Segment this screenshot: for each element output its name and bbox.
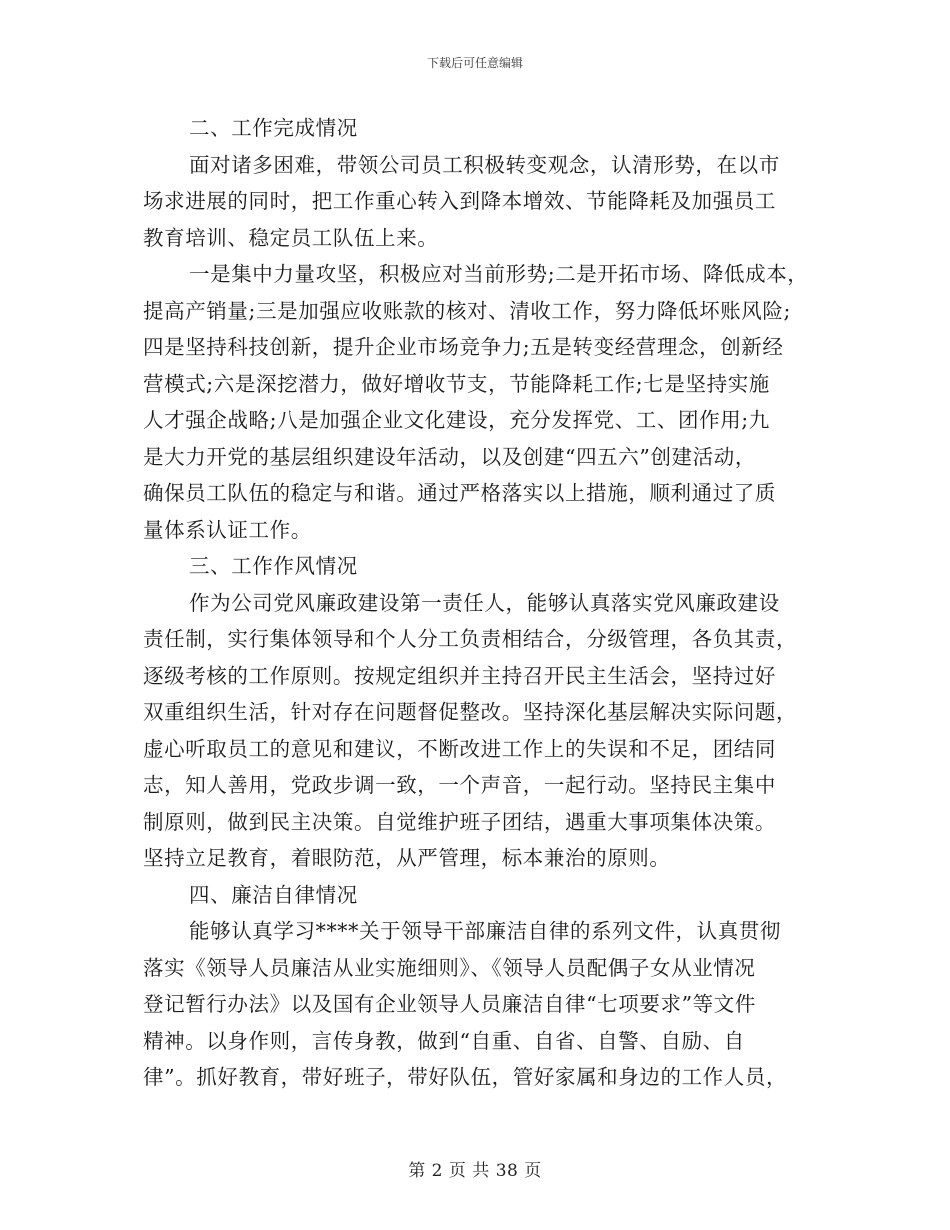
- text-line: 营模式;六是深挖潜力，做好增收节支，节能降耗工作;七是坚持实施: [143, 371, 770, 396]
- text-line: 逐级考核的工作原则。按规定组织并主持召开民主生活会，坚持过好: [143, 663, 776, 688]
- text-line: 精神。以身作则，言传身教，做到“自重、自省、自警、自励、自: [143, 1028, 745, 1053]
- text-line: 作为公司党风廉政建设第一责任人，能够认真落实党风廉政建设: [189, 590, 780, 615]
- text-line: 量体系认证工作。: [143, 517, 312, 542]
- text-line: 提高产销量;三是加强应收账款的核对、清收工作，努力降低坏账风险;: [143, 298, 792, 323]
- text-line: 四、廉洁自律情况: [189, 882, 358, 907]
- text-line: 责任制，实行集体领导和个人分工负责相结合，分级管理，各负其责，: [143, 627, 798, 651]
- text-line: 是大力开党的基层组织建设年活动，以及创建“四五六”创建活动，: [143, 444, 756, 469]
- text-line: 落实《领导人员廉洁从业实施细则》、《领导人员配偶子女从业情况: [143, 955, 756, 980]
- page-header: 下载后可任意编辑: [426, 56, 523, 70]
- text-line: 能够认真学习****关于领导干部廉洁自律的系列文件，认真贯彻: [189, 919, 781, 943]
- text-line: 双重组织生活，针对存在问题督促整改。坚持深化基层解决实际问题，: [143, 700, 798, 724]
- text-line: 四是坚持科技创新，提升企业市场竞争力;五是转变经营理念，创新经: [143, 335, 784, 359]
- text-line: 制原则，做到民主决策。自觉维护班子团结，遇重大事项集体决策。: [143, 809, 776, 834]
- text-line: 志，知人善用，党政步调一致，一个声音，一起行动。坚持民主集中: [143, 773, 776, 797]
- text-line: 面对诸多困难，带领公司员工积极转变观念，认清形势，在以市: [189, 152, 780, 177]
- text-line: 教育培训、稳定员工队伍上来。: [143, 225, 439, 250]
- text-line: 虚心听取员工的意见和建议，不断改进工作上的失误和不足，团结同: [143, 736, 776, 761]
- text-line: 确保员工队伍的稳定与和谐。通过严格落实以上措施，顺利通过了质: [143, 481, 776, 505]
- text-line: 人才强企战略;八是加强企业文化建设，充分发挥党、工、团作用;九: [143, 408, 770, 432]
- text-line: 登记暂行办法》以及国有企业领导人员廉洁自律“七项要求”等文件: [143, 992, 756, 1016]
- text-line: 律”。抓好教育，带好班子，带好队伍，管好家属和身边的工作人员，: [143, 1065, 788, 1089]
- page-footer: 第 2 页 共 38 页: [408, 1161, 542, 1181]
- text-line: 坚持立足教育，着眼防范，从严管理，标本兼治的原则。: [143, 846, 671, 870]
- text-line: 二、工作完成情况: [189, 116, 358, 140]
- text-line: 一是集中力量攻坚，积极应对当前形势;二是开拓市场、降低成本，: [189, 262, 809, 286]
- document-body: [143, 110, 811, 1096]
- text-line: 三、工作作风情况: [189, 554, 358, 578]
- text-line: 场求进展的同时，把工作重心转入到降本增效、节能降耗及加强员工: [143, 189, 776, 213]
